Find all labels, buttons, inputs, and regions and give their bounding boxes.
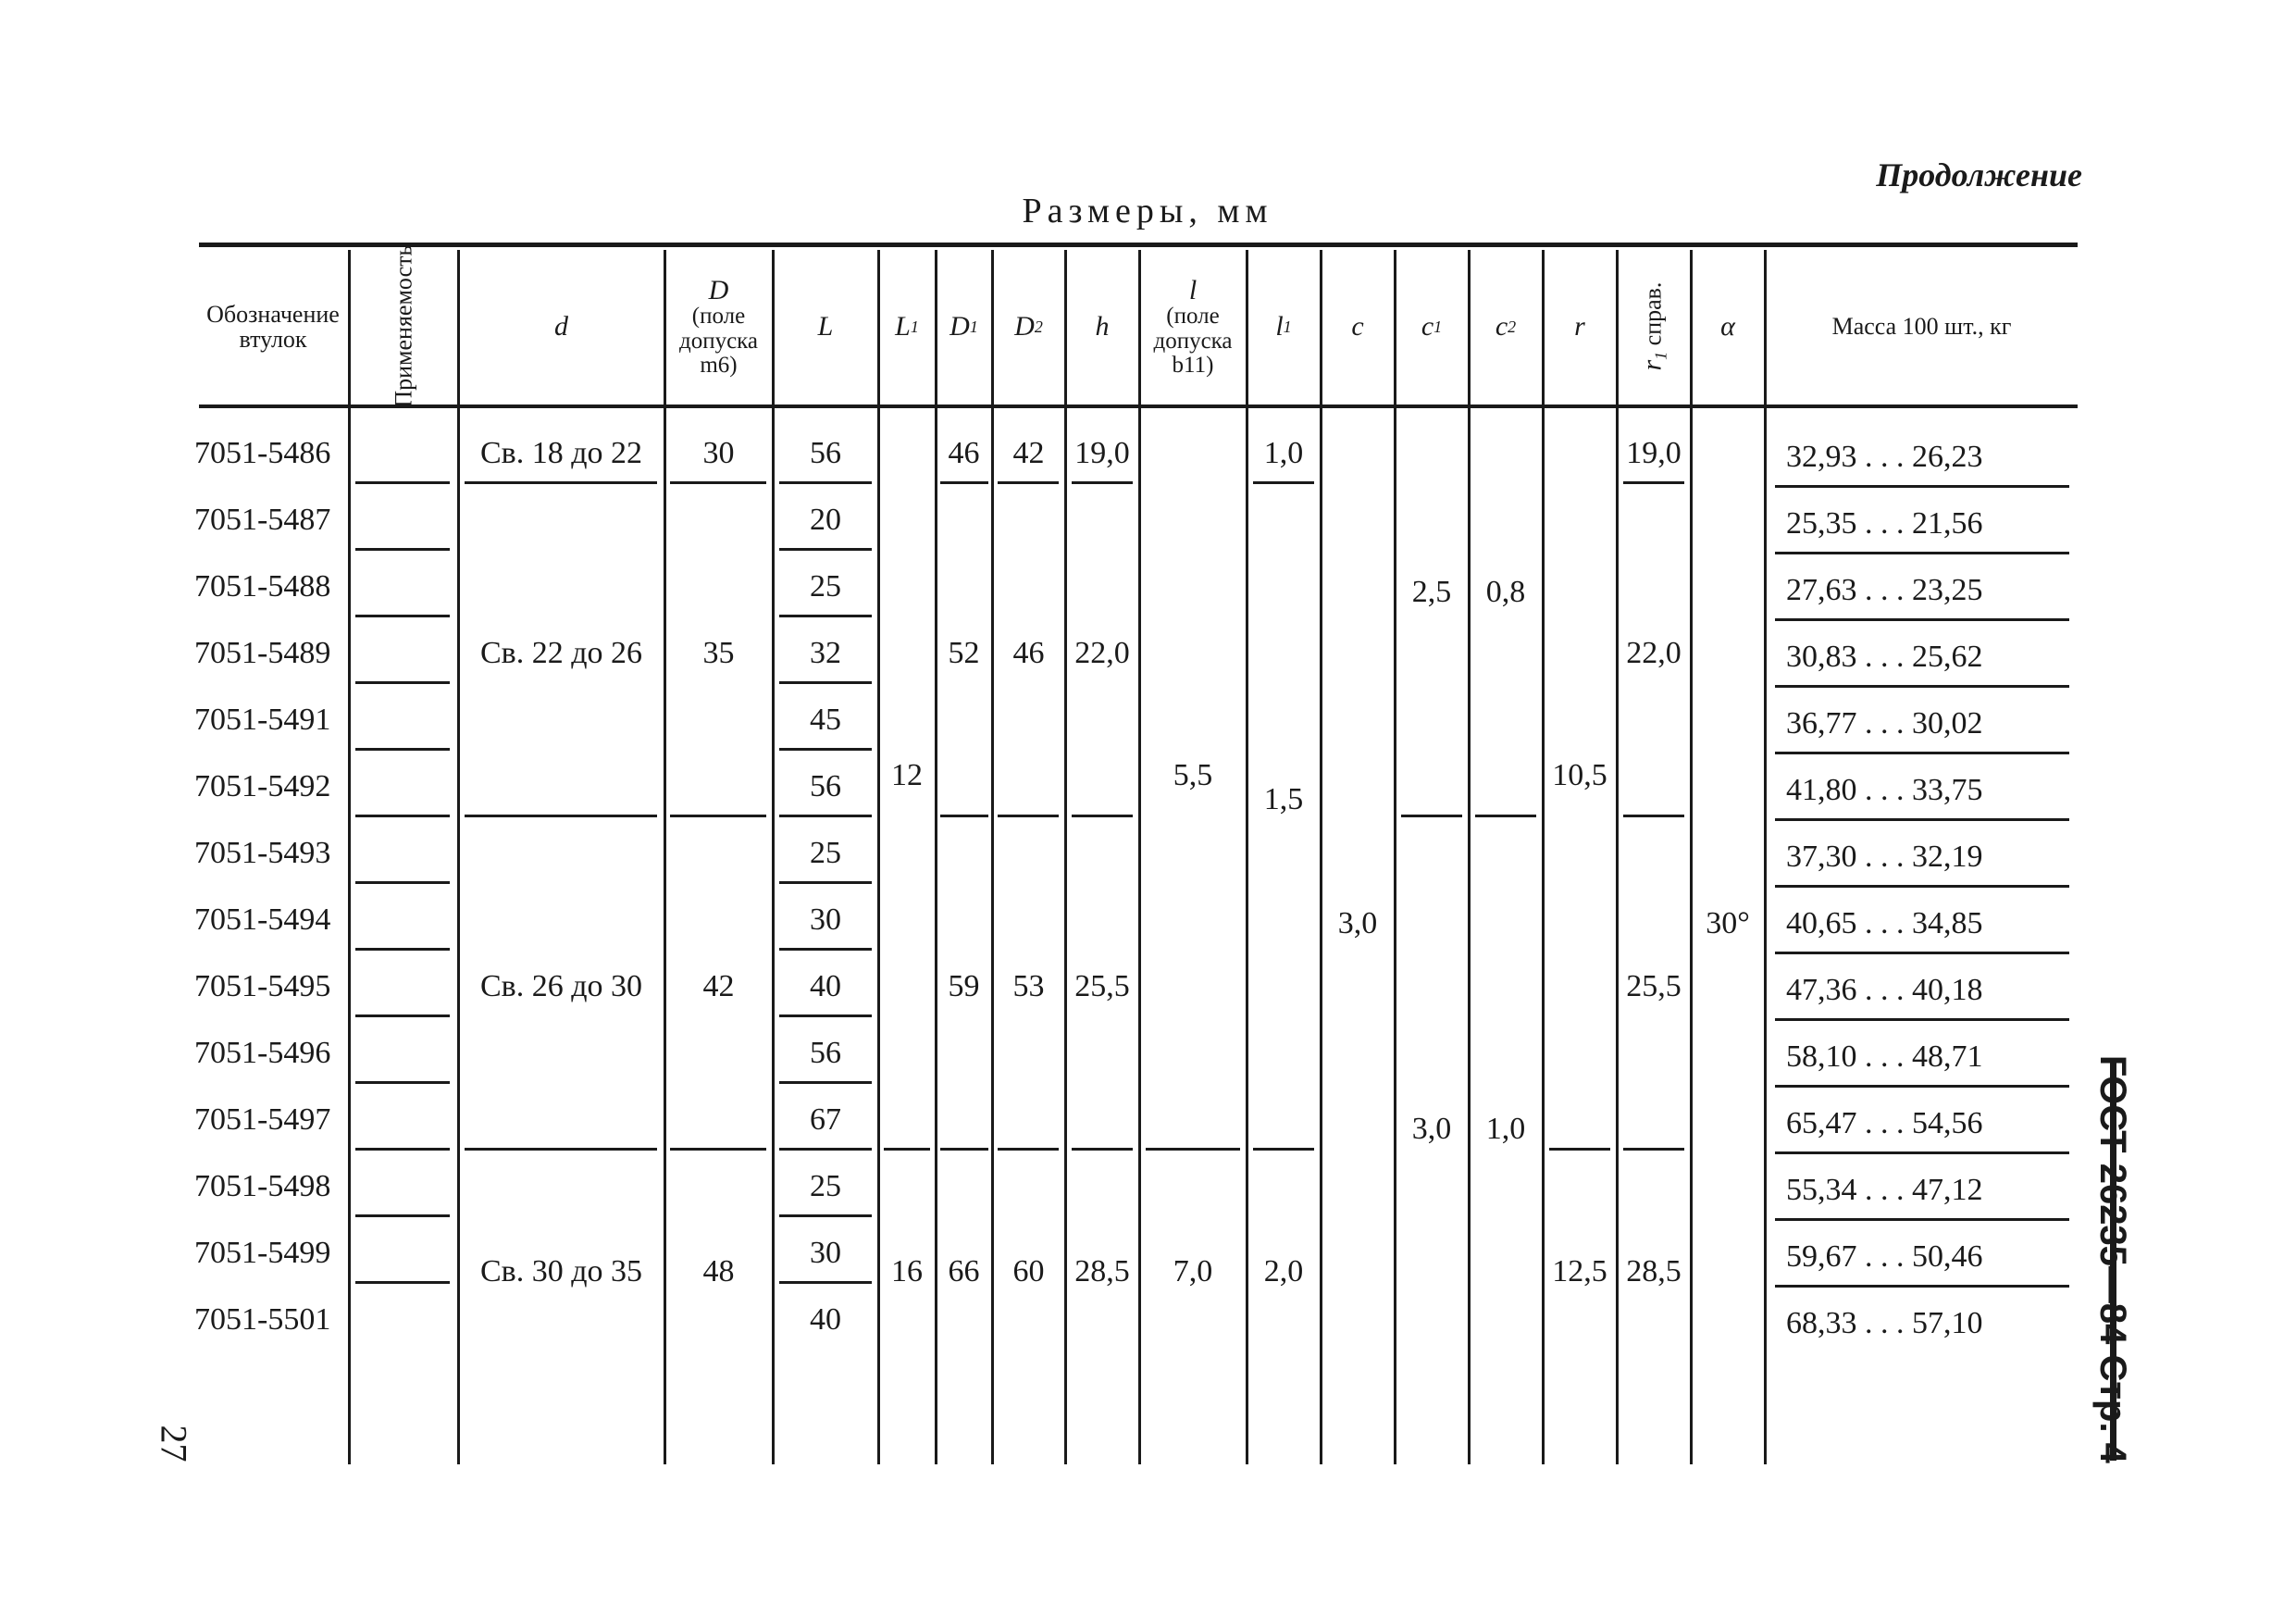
mass-cell: 65,47 . . . 54,56 [1786,1106,1983,1140]
L-cell: 30 [810,902,841,937]
group-divider [1401,815,1462,817]
l1-cell: 2,0 [1263,1254,1304,1288]
designation-cell: 7051-5496 [194,1036,331,1070]
designation-cell: 7051-5501 [194,1302,331,1337]
d-range-cell: Св. 26 до 30 [479,969,643,1003]
L-cell: 32 [810,636,841,670]
group-divider [940,815,988,817]
L-cell: 25 [810,1169,841,1203]
d-range-cell: Св. 22 до 26 [479,636,643,670]
applicability-blank [355,1081,450,1084]
D1-cell: 52 [948,636,980,670]
applicability-blank [355,548,450,551]
c1-cell: 2,5 [1411,575,1452,609]
mass-cell: 30,83 . . . 25,62 [1786,640,1983,674]
L-cell: 56 [810,769,841,803]
mass-cell: 32,93 . . . 26,23 [1786,440,1983,474]
header-r1: $r_1$ справ. [1636,282,1670,371]
table-title: Размеры, мм [1022,192,1273,230]
row-underline [779,681,872,684]
L1-cell: 16 [891,1254,923,1288]
row-underline [1775,1085,2069,1088]
l1-shared-cell: 1,5 [1263,782,1304,816]
applicability-blank [355,748,450,751]
row-underline [1775,1285,2069,1288]
row-underline [779,615,872,617]
applicability-blank [355,1014,450,1017]
header-D2: D 2 [1014,311,1043,342]
group-divider [884,1148,930,1151]
row-underline [998,481,1059,484]
h-cell: 25,5 [1074,969,1130,1003]
column-divider [1690,250,1693,1464]
header-l: l (поле допуска b11) [1153,274,1233,378]
row-underline [779,948,872,951]
group-divider [1623,815,1684,817]
group-divider [940,1148,988,1151]
mass-cell: 36,77 . . . 30,02 [1786,706,1983,741]
mass-cell: 55,34 . . . 47,12 [1786,1173,1983,1207]
D2-cell: 46 [1012,636,1045,670]
row-underline [1775,1151,2069,1154]
mass-cell: 25,35 . . . 21,56 [1786,506,1983,541]
row-underline [670,481,766,484]
applicability-blank [355,681,450,684]
group-divider [670,815,766,817]
group-divider [1549,1148,1610,1151]
row-underline [1775,752,2069,754]
top-rule [199,243,2078,247]
designation-cell: 7051-5492 [194,769,331,803]
mass-cell: 37,30 . . . 32,19 [1786,840,1983,874]
applicability-blank [355,1148,450,1151]
mass-cell: 59,67 . . . 50,46 [1786,1239,1983,1274]
header-designation: Обозначение втулок [206,300,340,353]
header-r: r [1574,311,1585,342]
page-number: 27 [153,1425,195,1462]
L-cell: 67 [810,1102,841,1137]
mass-cell: 68,33 . . . 57,10 [1786,1306,1983,1340]
header-mass: Масса 100 шт., кг [1831,313,2012,341]
row-underline [1775,885,2069,888]
d-range-cell: Св. 30 до 35 [479,1254,643,1288]
group-divider [998,1148,1059,1151]
header-L1: L 1 [895,311,919,342]
column-divider [1394,250,1396,1464]
header-D: D (поле допуска m6) [678,274,759,378]
designation-cell: 7051-5495 [194,969,331,1003]
row-underline [779,815,872,817]
continuation-caption: Продолжение [1876,156,2082,193]
row-underline [1253,481,1314,484]
alpha-cell: 30° [1706,906,1750,940]
designation-cell: 7051-5497 [194,1102,331,1137]
applicability-blank [355,481,450,484]
designation-cell: 7051-5487 [194,503,331,537]
mass-cell: 41,80 . . . 33,75 [1786,773,1983,807]
row-underline [1072,481,1133,484]
applicability-blank [355,1214,450,1217]
header-c2: c 2 [1495,311,1517,342]
designation-cell: 7051-5494 [194,902,331,937]
c2-cell: 0,8 [1485,575,1526,609]
r-cell: 12,5 [1552,1254,1607,1288]
h-cell: 28,5 [1074,1254,1130,1288]
D1-cell: 66 [948,1254,980,1288]
r1-cell: 25,5 [1626,969,1682,1003]
r1-cell: 28,5 [1626,1254,1682,1288]
column-divider [1764,250,1767,1464]
D-cell: 35 [702,636,735,670]
column-divider [1468,250,1471,1464]
c1-cell: 3,0 [1411,1112,1452,1146]
D2-cell: 60 [1012,1254,1045,1288]
designation-cell: 7051-5489 [194,636,331,670]
group-divider [1146,1148,1240,1151]
group-divider [1623,1148,1684,1151]
designation-cell: 7051-5499 [194,1236,331,1270]
header-l1: l 1 [1275,311,1292,342]
D-cell: 48 [702,1254,735,1288]
mass-cell: 47,36 . . . 40,18 [1786,973,1983,1007]
L1-shared-cell: 12 [891,758,923,792]
l-cell: 7,0 [1173,1254,1213,1288]
header-D1: D 1 [949,311,978,342]
c-shared-cell: 3,0 [1337,906,1378,940]
L-cell: 45 [810,703,841,737]
row-underline [1775,618,2069,621]
designation-cell: 7051-5498 [194,1169,331,1203]
row-underline [1775,818,2069,821]
D1-cell: 46 [948,436,980,470]
header-applicability: Применяемость [390,245,417,408]
row-underline [779,1148,872,1151]
L-cell: 56 [810,1036,841,1070]
row-underline [940,481,988,484]
header-c: c [1351,311,1364,342]
row-underline [779,481,872,484]
L-cell: 30 [810,1236,841,1270]
d-range-cell: Св. 18 до 22 [479,436,643,470]
mass-cell: 40,65 . . . 34,85 [1786,906,1983,940]
header-h: h [1095,311,1110,342]
row-underline [1775,1018,2069,1021]
row-underline [779,1214,872,1217]
group-divider [998,815,1059,817]
D-cell: 30 [702,436,735,470]
applicability-blank [355,948,450,951]
row-underline [779,748,872,751]
row-underline [779,1081,872,1084]
row-underline [1775,952,2069,954]
h-cell: 19,0 [1074,436,1130,470]
row-underline [1775,552,2069,554]
l-shared-cell: 5,5 [1173,758,1213,792]
L-cell: 40 [810,1302,841,1337]
mass-cell: 58,10 . . . 48,71 [1786,1039,1983,1074]
row-underline [779,881,872,884]
column-divider [1320,250,1322,1464]
row-underline [465,481,657,484]
header-c1: c 1 [1421,311,1443,342]
r1-cell: 19,0 [1626,436,1682,470]
L-cell: 25 [810,569,841,604]
row-underline [1775,1218,2069,1221]
group-divider [465,815,657,817]
group-divider [465,1148,657,1151]
L-cell: 20 [810,503,841,537]
group-divider [1475,815,1536,817]
designation-cell: 7051-5488 [194,569,331,604]
D2-cell: 53 [1012,969,1045,1003]
L-cell: 25 [810,836,841,870]
header-L: L [817,311,834,342]
row-underline [779,1014,872,1017]
designation-cell: 7051-5493 [194,836,331,870]
applicability-blank [355,615,450,617]
mass-cell: 27,63 . . . 23,25 [1786,573,1983,607]
D2-cell: 42 [1012,436,1045,470]
D1-cell: 59 [948,969,980,1003]
L-cell: 56 [810,436,841,470]
applicability-blank [355,1281,450,1284]
r-shared-cell: 10,5 [1552,758,1607,792]
row-underline [1623,481,1684,484]
designation-cell: 7051-5486 [194,436,331,470]
standard-label: ГОСТ 26235—84 Стр. 4 [2092,1055,2133,1463]
group-divider [1072,815,1133,817]
D-cell: 42 [702,969,735,1003]
l1-cell: 1,0 [1263,436,1304,470]
h-cell: 22,0 [1074,636,1130,670]
c2-cell: 1,0 [1485,1112,1526,1146]
header-d: d [554,311,568,342]
row-underline [779,1281,872,1284]
r1-cell: 22,0 [1626,636,1682,670]
designation-cell: 7051-5491 [194,703,331,737]
group-divider [670,1148,766,1151]
row-underline [1775,685,2069,688]
L-cell: 40 [810,969,841,1003]
group-divider [1072,1148,1133,1151]
applicability-blank [355,881,450,884]
group-divider [1253,1148,1314,1151]
header-alpha: α [1720,311,1735,342]
row-underline [1775,485,2069,488]
column-divider [348,250,351,1464]
applicability-blank [355,815,450,817]
row-underline [779,548,872,551]
